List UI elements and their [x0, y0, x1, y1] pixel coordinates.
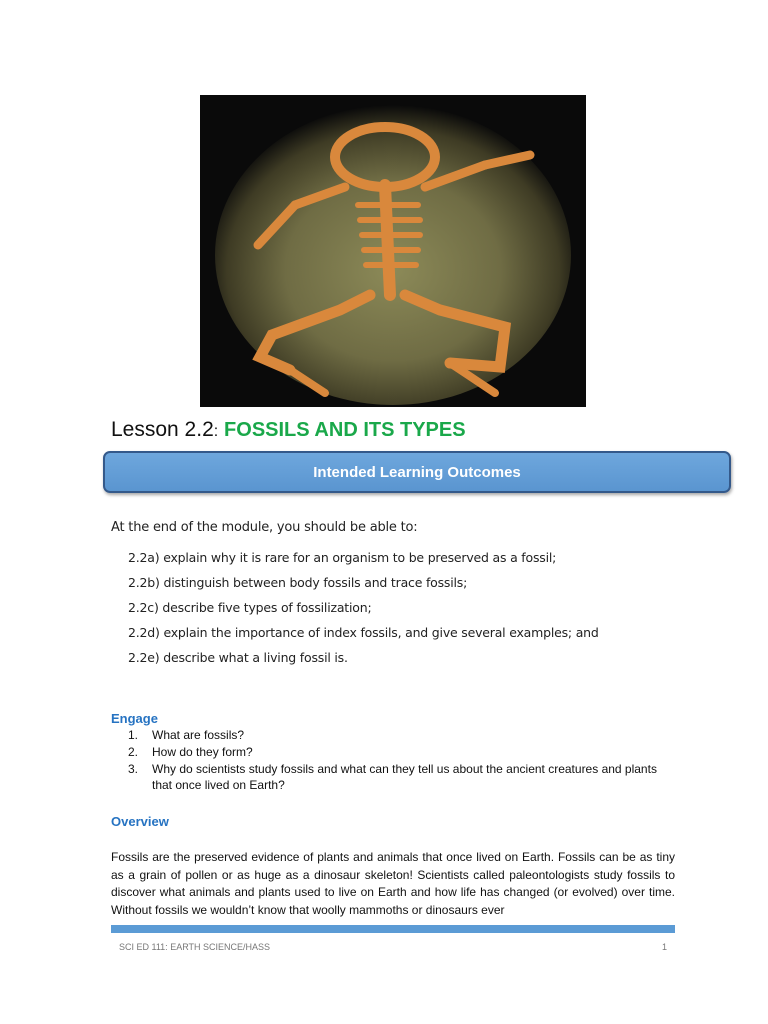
- list-text: Why do scientists study fossils and what can they tell us about the ancient creatures and plants that once lived on Earth?: [152, 762, 657, 792]
- outcome-item: 2.2b) distinguish between body fossils and trace fossils;: [128, 575, 468, 590]
- lesson-separator: :: [213, 423, 219, 440]
- list-text: What are fossils?: [152, 728, 245, 742]
- list-item: [128, 744, 668, 760]
- lesson-number: Lesson 2.2: [111, 418, 214, 441]
- engage-list: [128, 727, 668, 794]
- lesson-name: FOSSILS AND ITS TYPES: [224, 419, 466, 441]
- frog-fossil-image: [200, 95, 586, 407]
- page-number: 1: [662, 942, 668, 952]
- outcomes-intro: At the end of the module, you should be able to:: [111, 520, 418, 535]
- frog-fossil-icon: [200, 95, 586, 407]
- engage-heading: Engage: [111, 711, 158, 726]
- overview-paragraph: Fossils are the preserved evidence of plants and animals that once lived on Earth. Fossils can be as tiny as a grain of pollen or as huge as a dinosaur skeleton! Scientists called paleontologists study fossils to discover what animals and plants used to live on Earth and how life has changed (or evolved) over time. Without fossils we wouldn’t know that woolly mammoths or dinosaurs ever: [111, 850, 675, 917]
- overview-heading: Overview: [111, 814, 169, 829]
- intended-learning-outcomes-banner: [103, 451, 731, 493]
- outcome-item: 2.2e) describe what a living fossil is.: [128, 650, 348, 665]
- outcome-item: 2.2d) explain the importance of index fossils, and give several examples; and: [128, 625, 599, 640]
- list-item: [128, 761, 668, 793]
- outcomes-list: [128, 548, 599, 673]
- list-number: 3.: [128, 762, 139, 776]
- footer-divider: [111, 925, 675, 933]
- list-number: 2.: [128, 745, 139, 759]
- footer-course: SCI ED 111: EARTH SCIENCE/HASS: [119, 942, 271, 952]
- lesson-title: [111, 418, 466, 442]
- outcome-item: 2.2c) describe five types of fossilization;: [128, 600, 372, 615]
- list-item: [128, 727, 668, 743]
- banner-label: Intended Learning Outcomes: [313, 463, 521, 481]
- list-number: 1.: [128, 728, 139, 742]
- outcome-item: 2.2a) explain why it is rare for an organism to be preserved as a fossil;: [128, 550, 557, 565]
- list-text: How do they form?: [152, 745, 253, 759]
